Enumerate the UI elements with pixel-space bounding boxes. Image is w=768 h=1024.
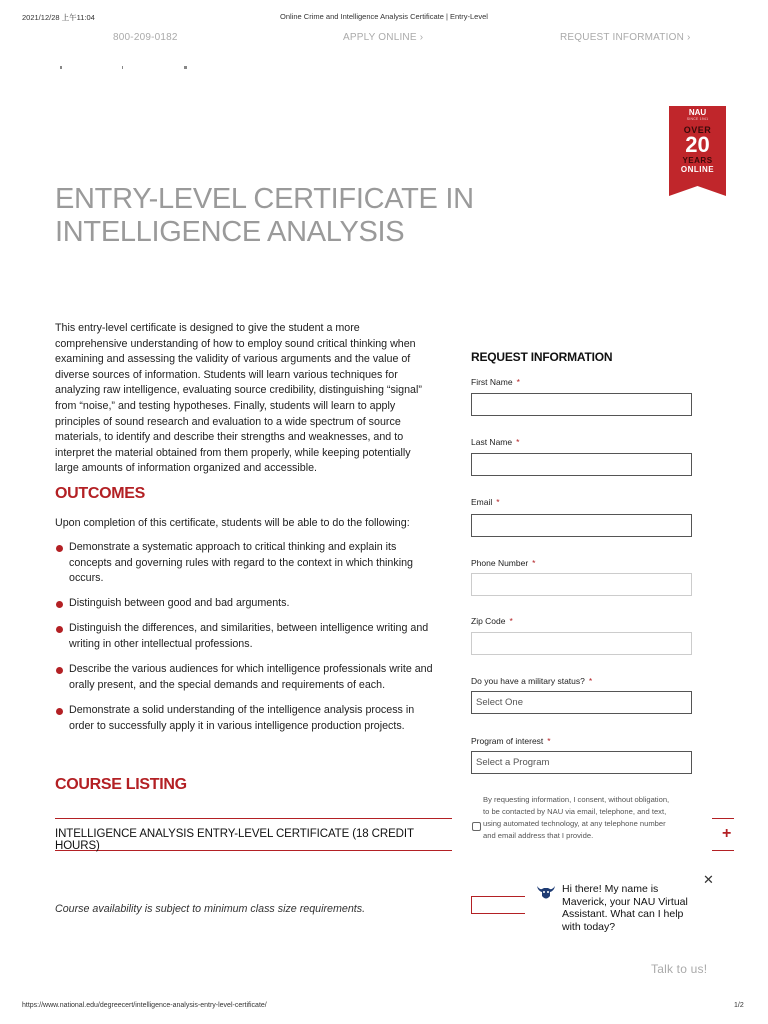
list-item: Demonstrate a systematic approach to critical thinking and explain its concepts and governing rules with regard to the context in which thinking occurs. <box>55 540 435 596</box>
course-listing-heading: COURSE LISTING <box>55 776 187 793</box>
military-status-label: Do you have a military status? * <box>471 676 593 686</box>
talk-to-us-button[interactable]: Talk to us! <box>651 962 708 976</box>
nav-request-info-link[interactable]: REQUEST INFORMATION › <box>560 32 691 43</box>
list-item: Demonstrate a solid understanding of the intelligence analysis process in order to successfully apply it in various intelligence production projects. <box>55 703 435 743</box>
list-item: Describe the various audiences for which intelligence professionals write and orally present, and the special demands and requirements of each. <box>55 662 435 703</box>
print-url: https://www.national.edu/degreecert/intelligence-analysis-entry-level-certificate/ <box>22 1002 267 1009</box>
phone-input[interactable] <box>471 573 692 596</box>
program-label: Program of interest * <box>471 736 551 746</box>
badge-brand: NAU <box>688 108 707 117</box>
phone-label: Phone Number * <box>471 558 536 568</box>
badge-since: SINCE 1941 <box>686 117 709 121</box>
nav-apply-online-link[interactable]: APPLY ONLINE › <box>343 32 424 43</box>
badge-number: 20 <box>685 132 710 157</box>
badge-online: ONLINE <box>680 165 715 174</box>
expand-toggle[interactable] <box>712 818 734 851</box>
list-item: Distinguish between good and bad arguments. <box>55 596 435 621</box>
submit-button[interactable] <box>471 896 525 914</box>
military-status-select[interactable]: Select One <box>471 691 692 714</box>
email-label: Email * <box>471 497 500 507</box>
list-item: Distinguish the differences, and similarities, between intelligence writing and writing in other intellectual professions. <box>55 621 435 662</box>
consent-checkbox[interactable] <box>472 822 481 831</box>
site-logo[interactable] <box>60 66 190 70</box>
consent-text: By requesting information, I consent, without obligation, to be contacted by NAU via email, telephone, and text, using automated technology, at any telephone number and email address that I provide. <box>483 795 670 840</box>
print-page-number: 1/2 <box>734 1002 744 1009</box>
maverick-avatar-icon <box>535 883 557 903</box>
plus-icon: + <box>722 825 732 842</box>
email-input[interactable] <box>471 514 692 537</box>
bullet-icon <box>56 708 63 715</box>
page-title: ENTRY-LEVEL CERTIFICATE IN INTELLIGENCE ANALYSIS <box>55 183 474 248</box>
intro-paragraph: This entry-level certificate is designed to give the student a more comprehensive understanding of how to employ sound critical thinking when examining and assessing the validity of various arguments and the value of diverse sources of information. Students will learn various techniques for analyzing raw intelligence, evaluating source credibility, distinguishing “signal” from “noise,” and testing hypotheses. Finally, students will learn to apply principles of sound research and evaluation to a wide spectrum of source materials, to identify and describe their strengths and weaknesses, and to interpret the material obtained from them properly, while keeping potentially large amounts of information organized and accessible. <box>55 322 422 475</box>
print-page-title: Online Crime and Intelligence Analysis Certificate | Entry-Level <box>280 12 488 21</box>
badge-years: YEARS <box>682 156 713 165</box>
nav-phone-link[interactable]: 800-209-0182 <box>113 32 178 43</box>
anniversary-badge <box>669 106 726 196</box>
bullet-icon <box>56 601 63 608</box>
print-datetime: 2021/12/28 上午11:04 <box>22 13 95 22</box>
first-name-label: First Name * <box>471 377 520 387</box>
zip-code-input[interactable] <box>471 632 692 655</box>
badge-over: OVER <box>683 125 712 135</box>
chat-message: Hi there! My name is Maverick, your NAU Virtual Assistant. What can I help with today? <box>562 883 688 933</box>
last-name-input[interactable] <box>471 453 692 476</box>
outcomes-intro: Upon completion of this certificate, students will be able to do the following: <box>55 517 410 529</box>
zip-code-label: Zip Code * <box>471 616 513 626</box>
course-row-title: INTELLIGENCE ANALYSIS ENTRY-LEVEL CERTIFICATE (18 CREDIT HOURS) <box>55 828 414 852</box>
bullet-icon <box>56 626 63 633</box>
last-name-label: Last Name * <box>471 437 520 447</box>
course-accordion-row[interactable] <box>55 818 452 851</box>
outcomes-heading: OUTCOMES <box>55 485 146 502</box>
form-title: REQUEST INFORMATION <box>471 350 613 364</box>
bullet-icon <box>56 667 63 674</box>
availability-note: Course availability is subject to minimum class size requirements. <box>55 903 366 915</box>
program-select[interactable]: Select a Program <box>471 751 692 774</box>
outcomes-list <box>55 540 435 743</box>
bullet-icon <box>56 545 63 552</box>
close-icon[interactable]: ✕ <box>703 872 714 887</box>
first-name-input[interactable] <box>471 393 692 416</box>
